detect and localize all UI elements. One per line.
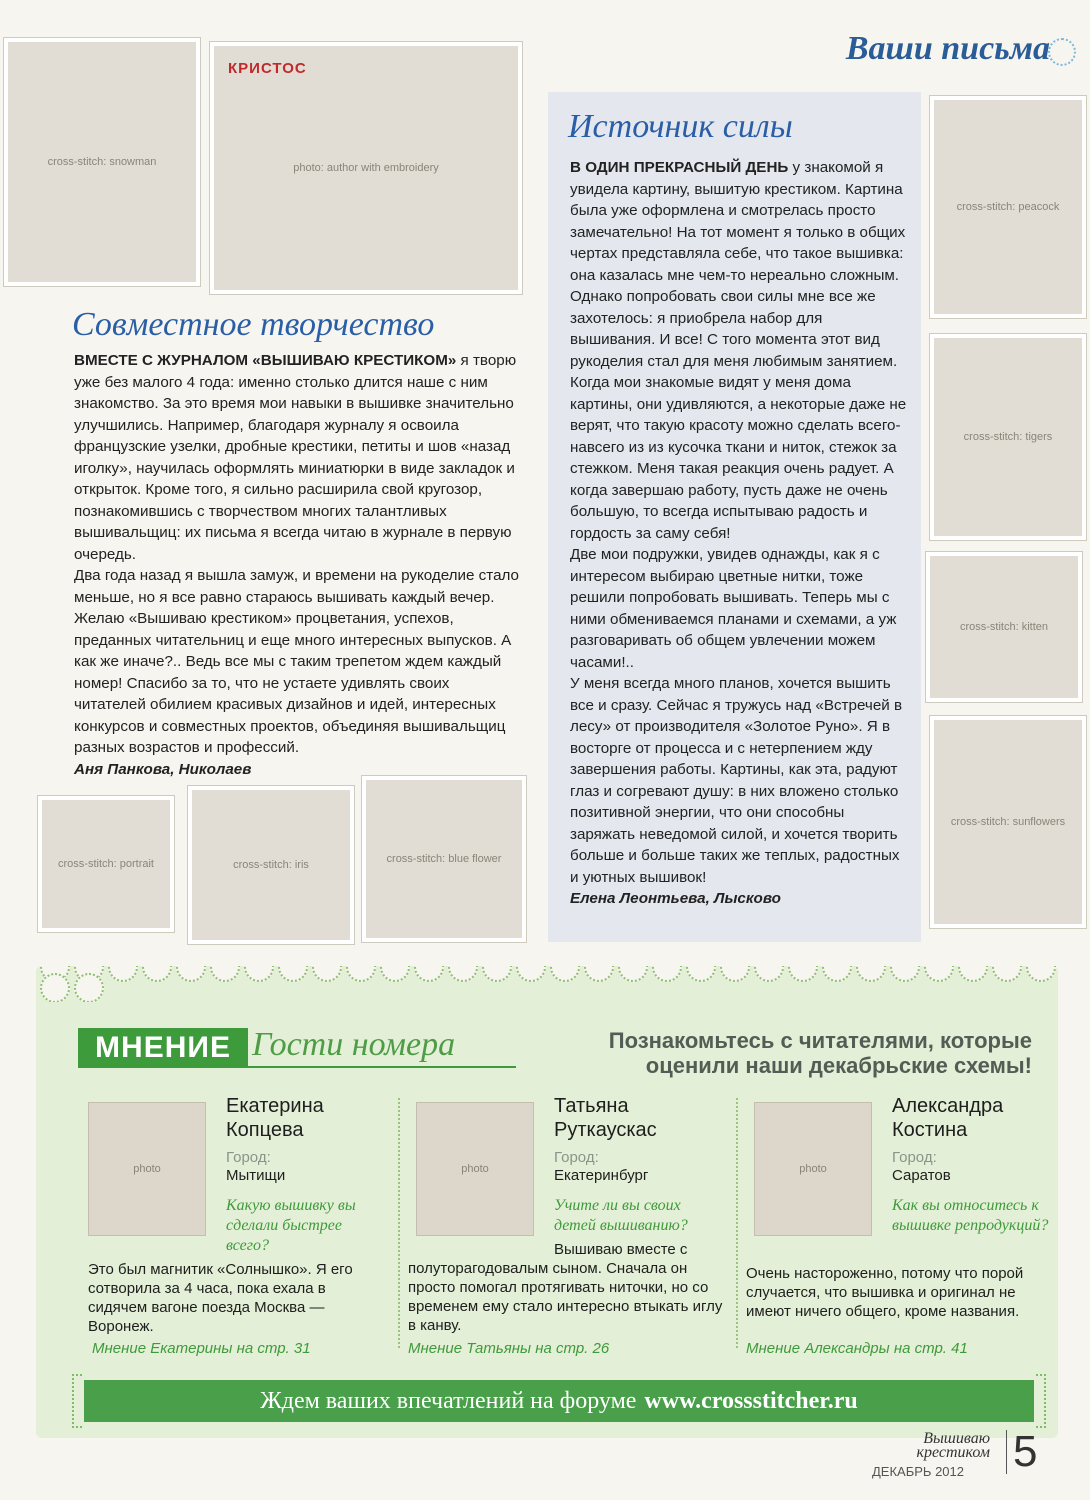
blue-flower-biscornu-image: cross-stitch: blue flower bbox=[362, 776, 526, 942]
logo-line-2: крестиком bbox=[916, 1444, 990, 1461]
city-label: Город: bbox=[892, 1149, 937, 1166]
article1-paragraph-1: я творю уже без малого 4 года: именно столько длится наше с ним знакомство. За это время мои навыки в вышивке значительно улучшились. Например, благодаря журналу я освоила французские узелки, дробные крестики, петиты и шов «назад иголку», научилась оформлять миниатюрки в виде закладок и открыток. Кроме того, я сильно расширила свой кругозор, познакомившись с творчеством многих талантливых вышивальщиц: их письма я всегда читаю в журнале в первую очередь. bbox=[74, 352, 517, 563]
tiger-embroidery-image: cross-stitch: tigers bbox=[930, 334, 1086, 540]
guest-photo: photo bbox=[88, 1102, 206, 1236]
guest-name: Александра Костина bbox=[892, 1095, 1004, 1141]
forum-url-link[interactable]: www.crossstitcher.ru bbox=[644, 1387, 858, 1414]
snowman-embroidery-image: cross-stitch: snowman bbox=[4, 38, 200, 286]
author-photo-anya: КРИСТОС photo: author with embroidery bbox=[210, 42, 522, 294]
decorative-dotted-circle bbox=[1048, 38, 1076, 66]
forum-text: Ждем ваших впечатлений на форуме bbox=[260, 1387, 637, 1414]
article2-body bbox=[570, 157, 910, 910]
guest-page-reference: Мнение Татьяны на стр. 26 bbox=[408, 1340, 610, 1357]
opinion-underline bbox=[248, 1066, 516, 1068]
article2-paragraph-2: Две мои подружки, увидев однажды, как я с интересом выбираю цветные нитки, тоже решили попробовать вышивать. Теперь мы с ними обмениваемся планами и схемами, а уж разговаривать об общем увлечении можем часами!.. bbox=[570, 546, 897, 671]
guest-question: Как вы относитесь к вышивке репродукций? bbox=[892, 1197, 1049, 1234]
article2-paragraph-3: У меня всегда много планов, хочется вышить все и сразу. Сейчас я тружусь над «Встречей в лесу» от производителя «Золотое Руно». Я в восторге от процесса и с нетерпением жду завершения работы. Картины, как эта, радуют глаз и согревают душу: в них вложено столько позитивной энергии, что они способны заряжать неведомой силой, и хочется творить больше и больше таких же теплых, радостных и уютных вышивок! bbox=[570, 675, 903, 886]
peacock-embroidery-image: cross-stitch: peacock bbox=[930, 96, 1086, 318]
opinion-subtitle: Гости номера bbox=[252, 1026, 456, 1063]
guest-name: Татьяна Руткаускас bbox=[554, 1095, 657, 1141]
guest-card bbox=[408, 1088, 738, 1363]
guest-divider bbox=[398, 1098, 400, 1348]
embroidered-word: КРИСТОС bbox=[228, 60, 307, 77]
forum-banner bbox=[84, 1380, 1034, 1422]
iris-embroidery-image: cross-stitch: iris bbox=[188, 786, 354, 944]
article2-paragraph-1: у знакомой я увидела картину, вышитую крестиком. Картина была уже оформлена и смотрелась просто замечательно! На тот момент я только в общих чертах представляла себе, что такое вышивка: она казалась мне чем-то нереально сложным. Однако попробовать свои силы мне все же захотелось: я приобрела набор для вышивания. И все! С того момента этот вид рукоделия стал для меня любимым занятием. Когда мои знакомые видят у меня дома картины, они удивляются, а некоторые даже не верят, что такую красоту можно сделать всего-навсего из из кусочка ткани и ниток, стежок за стежком. Меня такая реакция очень радует. А когда завершаю работу, пусть даже не очень большую, то всегда испытываю радость и гордость за саму себя! bbox=[570, 159, 907, 542]
guest-answer: Это был магнитик «Солнышко». Я его сотворила за 4 часа, пока ехала в сидячем вагоне поезда Москва — Воронеж. bbox=[88, 1261, 353, 1335]
guest-name: Екатерина Копцева bbox=[226, 1095, 324, 1141]
forum-bracket-right bbox=[1036, 1374, 1046, 1428]
scallop-border bbox=[36, 966, 1058, 1002]
guest-page-reference: Мнение Александры на стр. 41 bbox=[746, 1340, 968, 1357]
opinion-badge: МНЕНИЕ bbox=[78, 1028, 248, 1068]
issue-date: ДЕКАБРЬ 2012 bbox=[872, 1464, 964, 1479]
article1-author: Аня Панкова, Николаев bbox=[74, 760, 252, 778]
article1-lead: ВМЕСТЕ С ЖУРНАЛОМ «ВЫШИВАЮ КРЕСТИКОМ» bbox=[74, 352, 457, 369]
city-label: Город: bbox=[554, 1149, 599, 1166]
logo-line-1: Вышиваю bbox=[923, 1430, 990, 1447]
page-number: 5 bbox=[1006, 1430, 1037, 1474]
guest-photo: photo bbox=[416, 1102, 534, 1236]
guest-question: Какую вышивку вы сделали быстрее всего? bbox=[226, 1197, 356, 1254]
kitten-embroidery-image: cross-stitch: kitten bbox=[926, 552, 1082, 702]
guest-divider bbox=[736, 1098, 738, 1348]
article1-paragraph-2: Два года назад я вышла замуж, и времени на рукоделие стало меньше, но я все равно стараюсь вышивать каждый вечер. Желаю «Вышиваю крестиком» процветания, успехов, преданных читательниц и еще много интересных выпусков. А как же иначе?.. Ведь все мы с таким трепетом ждем каждый номер! Спасибо за то, что не устаете удивлять своих читателей обилием красивых дизайнов и идей, интересных конкурсов и совместных проектов, объединяя вышивальщиц разных возрастов и профессий. bbox=[74, 567, 519, 756]
opinion-intro: Познакомьтесь с читателями, которые оценили наши декабрьские схемы! bbox=[608, 1028, 1032, 1078]
article2-lead: В ОДИН ПРЕКРАСНЫЙ ДЕНЬ bbox=[570, 159, 789, 176]
article2-title: Источник силы bbox=[568, 108, 793, 145]
guest-answer: Очень настороженно, потому что порой случается, что вышивка и оригинал не имеют ничего общего, кроме названия. bbox=[746, 1265, 1024, 1320]
portrait-embroidery-image: cross-stitch: portrait bbox=[38, 796, 174, 932]
guest-answer: Вышиваю вместе с полуторагодовалым сыном. Сначала он просто помогал протягивать ниточки, но со временем ему стало интересно втыкать иглу в канву. bbox=[408, 1241, 723, 1334]
section-title: Ваши письма bbox=[845, 30, 1050, 67]
guest-city: Мытищи bbox=[226, 1167, 286, 1184]
article1-title: Совместное творчество bbox=[72, 306, 435, 343]
forum-bracket-left bbox=[72, 1374, 82, 1428]
guest-city: Екатеринбург bbox=[554, 1167, 649, 1184]
guest-page-reference: Мнение Екатерины на стр. 31 bbox=[92, 1340, 311, 1357]
guest-card bbox=[746, 1088, 1076, 1363]
guest-photo: photo bbox=[754, 1102, 872, 1236]
guest-question: Учите ли вы своих детей вышиванию? bbox=[554, 1197, 688, 1234]
city-label: Город: bbox=[226, 1149, 271, 1166]
article2-author: Елена Леонтьева, Лысково bbox=[570, 890, 781, 907]
article1-body bbox=[74, 350, 522, 780]
magazine-logo bbox=[870, 1432, 990, 1460]
guest-city: Саратов bbox=[892, 1167, 951, 1184]
sunflower-windmill-embroidery-image: cross-stitch: sunflowers bbox=[930, 716, 1086, 928]
guest-card bbox=[80, 1088, 410, 1363]
